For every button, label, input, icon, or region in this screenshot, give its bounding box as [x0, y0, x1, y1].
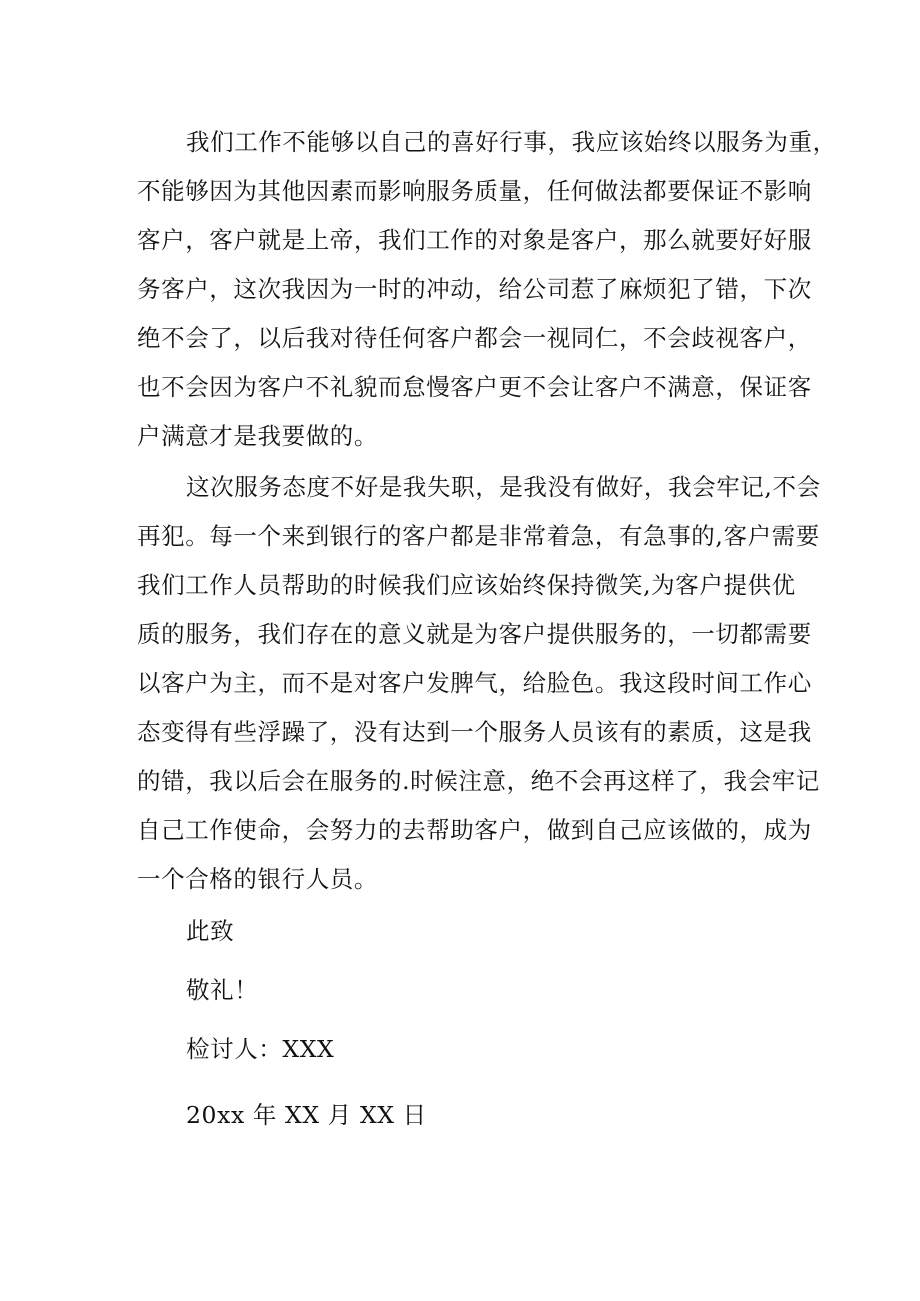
date-line: 20xx 年 XX 月 XX 日	[186, 1101, 427, 1129]
body-paragraph-2	[137, 463, 821, 904]
paragraph-line: 的错，我以后会在服务的.时候注意，绝不会再这样了，我会牢记	[137, 767, 820, 795]
paragraph-line: 也不会因为客户不礼貌而怠慢客户更不会让客户不满意，保证客	[137, 373, 812, 401]
paragraph-line: 一个合格的银行人员。	[137, 865, 378, 893]
paragraph-line: 我们工作人员帮助的时候我们应该始终保持微笑,为客户提供优	[137, 571, 796, 599]
paragraph-line: 客户，客户就是上帝，我们工作的对象是客户，那么就要好好服	[137, 226, 812, 254]
body-paragraph-1	[137, 118, 837, 461]
paragraph-line: 再犯。每一个来到银行的客户都是非常着急，有急事的,客户需要	[137, 522, 820, 550]
paragraph-line: 户满意才是我要做的。	[137, 422, 378, 450]
paragraph-line: 不能够因为其他因素而影响服务质量，任何做法都要保证不影响	[137, 177, 812, 205]
paragraph-line: 这次服务态度不好是我失职，是我没有做好，我会牢记,不会	[186, 473, 821, 501]
signer-line: 检讨人：XXX	[186, 1035, 335, 1063]
paragraph-line: 态变得有些浮躁了，没有达到一个服务人员该有的素质，这是我	[137, 718, 812, 746]
closing-salutation: 此致	[186, 917, 235, 945]
paragraph-line: 我们工作不能够以自己的喜好行事，我应该始终以服务为重，	[186, 128, 837, 156]
paragraph-line: 质的服务，我们存在的意义就是为客户提供服务的，一切都需要	[137, 620, 812, 648]
closing-regards: 敬礼！	[186, 976, 259, 1004]
paragraph-line: 以客户为主，而不是对客户发脾气，给脸色。我这段时间工作心	[137, 669, 812, 697]
paragraph-line: 绝不会了，以后我对待任何客户都会一视同仁，不会歧视客户，	[137, 324, 812, 352]
paragraph-line: 自己工作使命，会努力的去帮助客户，做到自己应该做的，成为	[137, 816, 812, 844]
paragraph-line: 务客户，这次我因为一时的冲动，给公司惹了麻烦犯了错，下次	[137, 275, 812, 303]
